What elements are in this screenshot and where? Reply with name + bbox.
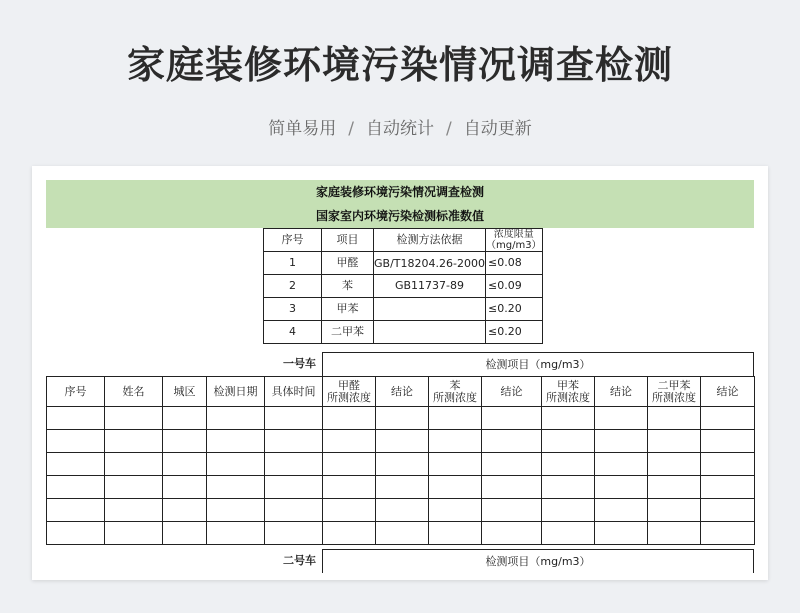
table-cell[interactable]	[323, 499, 376, 522]
table-cell[interactable]	[542, 453, 595, 476]
table-cell[interactable]	[701, 499, 755, 522]
table-cell[interactable]	[376, 407, 429, 430]
table-cell[interactable]	[482, 522, 542, 545]
table-cell[interactable]	[376, 476, 429, 499]
table-cell[interactable]	[542, 476, 595, 499]
table-cell[interactable]	[105, 476, 163, 499]
standards-row	[264, 275, 543, 298]
standards-row	[264, 321, 543, 344]
table-cell[interactable]	[429, 499, 482, 522]
sheet-banner	[46, 180, 754, 228]
car1-items-label: 检测项目（mg/m3）	[322, 352, 754, 376]
table-cell[interactable]	[376, 499, 429, 522]
std-cell: GB11737-89	[374, 275, 486, 298]
table-cell[interactable]	[47, 476, 105, 499]
std-cell	[374, 298, 486, 321]
table-cell[interactable]	[542, 407, 595, 430]
table-cell[interactable]	[595, 453, 648, 476]
car2-header	[46, 549, 754, 573]
header-cell: 城区	[163, 377, 207, 407]
table-cell[interactable]	[105, 522, 163, 545]
std-header-cell: 项目	[322, 229, 374, 252]
car1-label: 一号车	[283, 357, 316, 370]
table-cell[interactable]	[47, 430, 105, 453]
feature-auto-stats: 自动统计	[366, 119, 434, 139]
table-cell[interactable]	[595, 499, 648, 522]
std-cell: ≤0.20	[486, 298, 543, 321]
table-cell[interactable]	[595, 476, 648, 499]
table-cell[interactable]	[323, 430, 376, 453]
table-cell[interactable]	[265, 522, 323, 545]
table-cell[interactable]	[207, 476, 265, 499]
table-cell[interactable]	[105, 407, 163, 430]
table-row	[47, 430, 755, 453]
table-cell[interactable]	[207, 522, 265, 545]
header-cell: 序号	[47, 377, 105, 407]
measurement-header-row	[47, 377, 755, 407]
table-cell[interactable]	[265, 499, 323, 522]
table-cell[interactable]	[163, 499, 207, 522]
table-cell[interactable]	[648, 476, 701, 499]
table-cell[interactable]	[105, 430, 163, 453]
table-cell[interactable]	[482, 499, 542, 522]
spreadsheet-preview	[32, 166, 768, 580]
table-cell[interactable]	[701, 522, 755, 545]
table-cell[interactable]	[648, 407, 701, 430]
table-cell[interactable]	[429, 453, 482, 476]
table-cell[interactable]	[429, 407, 482, 430]
table-cell[interactable]	[429, 522, 482, 545]
standards-row	[264, 298, 543, 321]
page-title: 家庭装修环境污染情况调查检测	[126, 43, 673, 87]
table-cell[interactable]	[323, 522, 376, 545]
header-cell: 苯 所测浓度	[429, 377, 482, 407]
table-cell[interactable]	[701, 476, 755, 499]
header-cell: 姓名	[105, 377, 163, 407]
table-cell[interactable]	[163, 407, 207, 430]
table-cell[interactable]	[482, 407, 542, 430]
table-cell[interactable]	[265, 476, 323, 499]
feature-easy: 简单易用	[268, 119, 337, 139]
table-cell[interactable]	[207, 499, 265, 522]
std-header-cell: 浓度限量（mg/m3）	[486, 229, 542, 251]
std-cell: 3	[264, 298, 322, 321]
std-cell	[374, 321, 486, 344]
header-cell: 甲醛 所测浓度	[323, 377, 376, 407]
table-cell[interactable]	[47, 407, 105, 430]
feature-auto-update: 自动更新	[463, 119, 532, 139]
header-cell: 甲苯 所测浓度	[542, 377, 595, 407]
standards-row	[264, 252, 543, 275]
table-cell[interactable]	[105, 453, 163, 476]
separator: /	[446, 119, 452, 139]
std-header-cell: 检测方法依据	[374, 229, 486, 252]
table-cell[interactable]	[163, 476, 207, 499]
feature-tagline	[0, 114, 800, 139]
std-cell: ≤0.09	[486, 275, 543, 298]
std-cell: 二甲苯	[322, 321, 374, 344]
std-cell: 1	[264, 252, 322, 275]
std-cell: 4	[264, 321, 322, 344]
table-row	[47, 476, 755, 499]
table-cell[interactable]	[429, 476, 482, 499]
table-cell[interactable]	[595, 430, 648, 453]
table-cell[interactable]	[701, 453, 755, 476]
car2-items-label: 检测项目（mg/m3）	[322, 549, 754, 573]
table-cell[interactable]	[265, 407, 323, 430]
table-cell[interactable]	[207, 430, 265, 453]
table-cell[interactable]	[648, 522, 701, 545]
table-cell[interactable]	[542, 430, 595, 453]
banner-title: 家庭装修环境污染情况调查检测	[315, 185, 484, 199]
header-cell: 具体时间	[265, 377, 323, 407]
table-cell[interactable]	[47, 499, 105, 522]
table-cell[interactable]	[376, 430, 429, 453]
table-cell[interactable]	[429, 430, 482, 453]
header-cell: 结论	[595, 377, 648, 407]
car2-label: 二号车	[283, 554, 316, 567]
table-cell[interactable]	[376, 522, 429, 545]
std-header-cell: 序号	[264, 229, 322, 252]
car1-header	[46, 352, 754, 376]
table-row	[47, 522, 755, 545]
table-row	[47, 499, 755, 522]
standards-table	[263, 228, 543, 344]
std-cell: 甲醛	[322, 252, 374, 275]
table-cell[interactable]	[542, 522, 595, 545]
table-cell[interactable]	[105, 499, 163, 522]
table-cell[interactable]	[482, 430, 542, 453]
table-cell[interactable]	[595, 522, 648, 545]
table-cell[interactable]	[648, 430, 701, 453]
header-cell: 检测日期	[207, 377, 265, 407]
table-cell[interactable]	[482, 476, 542, 499]
std-cell: ≤0.20	[486, 321, 543, 344]
table-cell[interactable]	[482, 453, 542, 476]
table-cell[interactable]	[376, 453, 429, 476]
table-cell[interactable]	[265, 430, 323, 453]
table-row	[47, 453, 755, 476]
std-cell: 苯	[322, 275, 374, 298]
separator: /	[348, 119, 354, 139]
table-row	[47, 407, 755, 430]
table-cell[interactable]	[323, 407, 376, 430]
banner-subtitle: 国家室内环境污染检测标准数值	[315, 209, 484, 223]
table-cell[interactable]	[648, 453, 701, 476]
header-cell: 二甲苯 所测浓度	[648, 377, 701, 407]
table-cell[interactable]	[542, 499, 595, 522]
table-cell[interactable]	[163, 522, 207, 545]
header-cell: 结论	[701, 377, 755, 407]
table-cell[interactable]	[701, 407, 755, 430]
measurement-table	[46, 376, 755, 545]
table-cell[interactable]	[323, 453, 376, 476]
table-cell[interactable]	[47, 522, 105, 545]
std-cell: ≤0.08	[486, 252, 543, 275]
table-cell[interactable]	[265, 453, 323, 476]
table-cell[interactable]	[47, 453, 105, 476]
std-cell: GB/T18204.26-2000	[374, 252, 486, 275]
table-cell[interactable]	[207, 407, 265, 430]
table-cell[interactable]	[648, 499, 701, 522]
std-cell: 2	[264, 275, 322, 298]
std-cell: 甲苯	[322, 298, 374, 321]
table-cell[interactable]	[163, 430, 207, 453]
table-cell[interactable]	[207, 453, 265, 476]
header-cell: 结论	[482, 377, 542, 407]
table-cell[interactable]	[595, 407, 648, 430]
standards-header-row	[264, 229, 543, 252]
table-cell[interactable]	[701, 430, 755, 453]
header-cell: 结论	[376, 377, 429, 407]
table-cell[interactable]	[163, 453, 207, 476]
table-cell[interactable]	[323, 476, 376, 499]
